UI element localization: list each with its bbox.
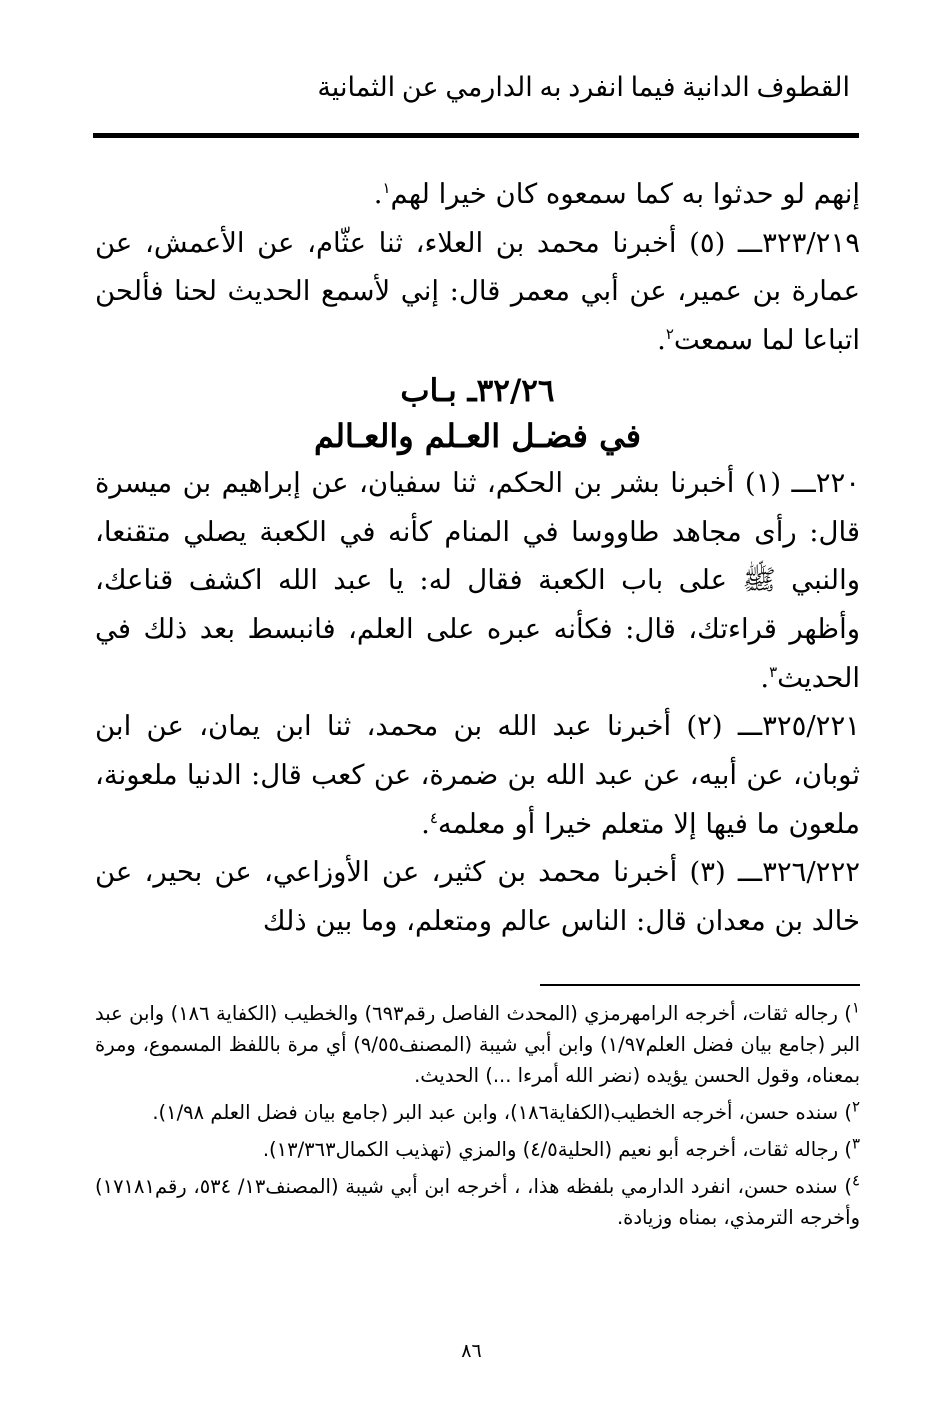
hadith-219	[95, 219, 860, 365]
paragraph-text: إنهم لو حدثوا به كما سمعوه كان خيرا لهم	[390, 178, 860, 210]
paragraph-text: ٣٢٥/٢٢١ـــ (٢) أخبرنا عبد الله بن محمد، ثنا ابن يمان، عن ابن ثوبان، عن أبيه، عن عبد الله بن ضمرة، عن كعب قال: الدنيا ملعونة، ملعون ما فيها إلا متعلم خيرا أو معلمه	[95, 710, 860, 840]
footnote-ref[interactable]: ٢	[665, 324, 674, 343]
paragraph-text: ٣٢٦/٢٢٢ـــ (٣) أخبرنا محمد بن كثير، عن الأوزاعي، عن بحير، عن خالد بن معدان قال: الناس عالم ومتعلم، وما بين ذلك	[95, 856, 860, 938]
footnote-3	[95, 1134, 860, 1165]
paragraph-text: ٢٢٠ـــ (١) أخبرنا بشر بن الحكم، ثنا سفيان، عن إبراهيم بن ميسرة قال: رأى مجاهد طاووسا في المنام كأنه في الكعبة يصلي متقنعا، والنبي ﷺ على باب الكعبة فقال له: يا عبد الله اكشف قناعك، وأظهر قراءتك، قال: فكأنه عبره على العلم، فانبسط بعد ذلك في الحديث	[95, 466, 861, 694]
running-header: القطوف الدانية فيما انفرد به الدارمي عن الثمانية	[317, 72, 850, 102]
footnote-2	[95, 1097, 860, 1128]
chapter-title: في فضـل العـلم والعـالم	[313, 416, 642, 455]
hadith-221	[95, 702, 860, 848]
paragraph-end: .	[657, 324, 666, 357]
paragraph-continuation	[95, 170, 860, 219]
footnote-text: ) رجاله ثقات، أخرجه الرامهرمزي (المحدث الفاصل رقم٦٩٣) والخطيب (الكفاية ١٨٦) وابن عبد البر (جامع بيان فضل العلم١/٩٧) وابن أبي شيبة (المصنف٩/٥٥) أي مرة باللفظ المسموع، ومرة بمعناه، وقول الحسن يؤيده (نضر الله أمرءا ...) الحديث.	[95, 1002, 860, 1087]
hadith-222	[95, 848, 860, 945]
footnote-text: ) رجاله ثقات، أخرجه أبو نعيم (الحلية٤/٥) والمزي (تهذيب الكمال١٣/٣٦٣).	[262, 1138, 852, 1161]
header-divider	[93, 133, 859, 138]
paragraph-end: .	[373, 178, 383, 210]
footnote-divider	[540, 984, 860, 986]
paragraph-end: .	[760, 661, 770, 694]
footnote-1	[95, 998, 860, 1091]
footnote-marker: ١	[851, 998, 860, 1017]
page-number: ٨٦	[461, 1340, 482, 1362]
paragraph-end: .	[421, 807, 430, 840]
footnote-text: ) سنده حسن، أخرجه الخطيب(الكفاية١٨٦)، وابن عبد البر (جامع بيان فضل العلم ١/٩٨).	[152, 1101, 852, 1124]
footnote-marker: ٤	[851, 1171, 860, 1190]
chapter-heading: ٣٢/٢٦ـ بـاب	[400, 372, 555, 409]
footnote-text: ) سنده حسن، انفرد الدارمي بلفظه هذا، ، أخرجه ابن أبي شيبة (المصنف١٣/ ٥٣٤، رقم١٧١٨١) وأخرجه الترمذي، بمناه وزيادة.	[95, 1175, 860, 1229]
paragraph-text: ٣٢٣/٢١٩ـــ (٥) أخبرنا محمد بن العلاء، ثنا عثّام، عن الأعمش، عن عمارة بن عمير، عن أبي معمر قال: إني لأسمع الحديث لحنا فألحن اتباعا لما سمعت	[95, 226, 860, 357]
footnote-marker: ٣	[851, 1134, 860, 1153]
footnote-ref[interactable]: ٤	[429, 808, 438, 827]
main-text	[95, 170, 860, 946]
footnote-ref[interactable]: ٣	[769, 662, 778, 681]
footnotes	[95, 998, 860, 1239]
footnote-marker: ٢	[851, 1097, 860, 1116]
footnote-4	[95, 1171, 860, 1233]
footnote-ref[interactable]: ١	[382, 178, 391, 197]
hadith-220	[95, 459, 860, 703]
